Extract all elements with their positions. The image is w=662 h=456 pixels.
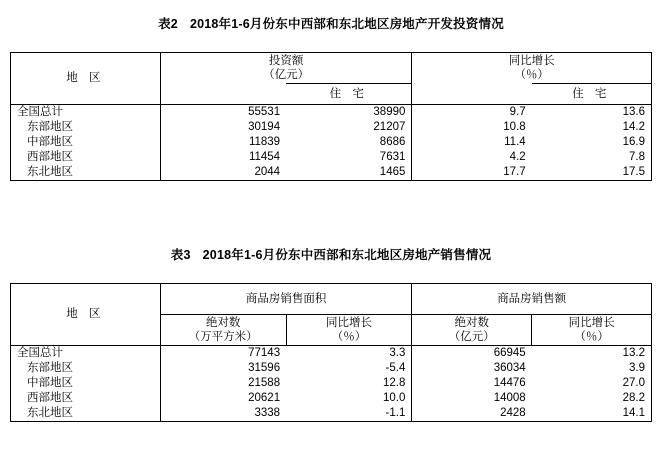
- table2-header-yoy-label: 同比增长: [508, 54, 555, 67]
- table3-row-area: 77143: [248, 347, 281, 359]
- table3: [10, 283, 652, 422]
- table2-row-yoy: 17.7: [412, 165, 532, 181]
- table2-header-invest: [160, 53, 412, 84]
- table2-container: [10, 52, 652, 181]
- table3-row-area-growth: 3.3: [286, 346, 412, 362]
- table2-title: [0, 14, 662, 32]
- table2-row-yoy-residential: 13.6: [532, 105, 652, 121]
- table2-row-yoy: 10.8: [503, 121, 526, 133]
- table3-header-area-growth: [286, 315, 412, 346]
- table3-row-label: 全国总计: [11, 346, 161, 362]
- table2-row-invest: 55531: [248, 106, 281, 118]
- table3-row-area-growth: 12.8: [286, 376, 412, 391]
- table3-title-number: 表3: [170, 248, 191, 262]
- table3-row-label: 东北地区: [11, 406, 161, 422]
- table3-header-area-abs-label: 绝对数: [205, 316, 241, 329]
- table3-row-area-growth: -5.4: [286, 361, 412, 376]
- table-row: [11, 391, 652, 406]
- table3-header-sales-area: 商品房销售面积: [160, 284, 412, 315]
- table3-row-area-growth: 10.0: [286, 391, 412, 406]
- table2-header-yoy-unit: （％）: [514, 69, 549, 81]
- table2-row-invest: 2044: [160, 165, 286, 181]
- table2-row-label: 西部地区: [11, 150, 161, 165]
- table2-row-invest: 11454: [248, 151, 281, 163]
- table2-row-invest-residential: 8686: [286, 135, 412, 150]
- table2-row-invest-residential: 7631: [286, 150, 412, 165]
- table2-row-label: 中部地区: [11, 135, 161, 150]
- table3-row-amount-growth: 27.0: [532, 376, 652, 391]
- table-row: [11, 406, 652, 422]
- table3-row-amount: 66945: [493, 347, 526, 359]
- table-row: [11, 150, 652, 165]
- table3-header-area-abs-unit: （万平方米）: [188, 331, 258, 343]
- table2-row-invest-residential: 1465: [286, 165, 412, 181]
- table2-header-yoy-residential: 住 宅: [532, 84, 652, 105]
- table3-row-label: 西部地区: [11, 391, 161, 406]
- table-row: [11, 346, 652, 362]
- table2-header-yoy-blank: [412, 84, 532, 105]
- table2-row-invest: 11839: [248, 136, 281, 148]
- table3-header-amount-abs: [412, 315, 532, 346]
- table3-row-amount-growth: 14.1: [532, 406, 652, 422]
- table3-header-amount-growth-unit: （％）: [574, 331, 609, 343]
- table2-header-invest-blank: [160, 84, 286, 105]
- table-row: [11, 120, 652, 135]
- table3-row-area: 20621: [248, 392, 281, 404]
- table2-row-yoy: 11.4: [504, 136, 526, 148]
- table2-row-invest-residential: 38990: [286, 105, 412, 121]
- table3-header-amount-abs-unit: （亿元）: [448, 331, 495, 343]
- table2-row-label: 全国总计: [11, 105, 161, 121]
- table3-header-area-growth-label: 同比增长: [325, 316, 372, 329]
- table3-row-amount: 14476: [493, 377, 526, 389]
- table2-row-yoy-residential: 14.2: [532, 120, 652, 135]
- table3-row-label: 中部地区: [11, 376, 161, 391]
- table2-row-invest: 30194: [248, 121, 281, 133]
- table-row: [11, 376, 652, 391]
- table-row: [11, 105, 652, 121]
- table3-row-amount-growth: 28.2: [532, 391, 652, 406]
- table2-title-number: 表2: [158, 17, 178, 31]
- table2-row-yoy-residential: 17.5: [532, 165, 652, 181]
- table3-row-label: 东部地区: [11, 361, 161, 376]
- table2-row-invest-residential: 21207: [286, 120, 412, 135]
- table3-row-area-growth: -1.1: [286, 406, 412, 422]
- table2-row-label: 东部地区: [11, 120, 161, 135]
- table3-header-region: 地 区: [11, 284, 161, 346]
- table2-header-row-1: [11, 53, 652, 84]
- table2-row-yoy-residential: 16.9: [532, 135, 652, 150]
- table3-header-area-growth-unit: （％）: [331, 331, 367, 343]
- table2-header-yoy: [412, 53, 652, 84]
- table3-row-amount: 14008: [493, 392, 526, 404]
- table3-row-area: 31596: [248, 362, 281, 374]
- table3-header-amount-abs-label: 绝对数: [454, 316, 490, 329]
- table3-row-area: 3338: [160, 406, 286, 422]
- table2-header-invest-label: 投资额: [268, 54, 304, 67]
- table2-row-yoy: 4.2: [509, 151, 526, 163]
- table3-container: [10, 283, 652, 422]
- table3-row-amount-growth: 13.2: [532, 346, 652, 362]
- table3-header-row-1: [11, 284, 652, 315]
- table-row: [11, 165, 652, 181]
- table2-row-yoy-residential: 7.8: [532, 150, 652, 165]
- table3-header-sales-amount: 商品房销售额: [412, 284, 652, 315]
- table3-row-amount: 2428: [412, 406, 532, 422]
- table2-row-label: 东北地区: [11, 165, 161, 181]
- table3-row-area: 21588: [248, 377, 281, 389]
- table2: [10, 52, 652, 181]
- table2-title-text: 2018年1-6月份东中西部和东北地区房地产开发投资情况: [189, 17, 504, 31]
- table3-header-area-abs: [160, 315, 286, 346]
- table3-title: [0, 245, 662, 263]
- table3-row-amount-growth: 3.9: [532, 361, 652, 376]
- table3-header-amount-growth-label: 同比增长: [568, 316, 615, 329]
- table2-header-invest-unit: （亿元）: [263, 69, 310, 81]
- table-row: [11, 361, 652, 376]
- table3-title-text: 2018年1-6月份东中西部和东北地区房地产销售情况: [202, 248, 492, 262]
- table-row: [11, 135, 652, 150]
- table2-row-yoy: 9.7: [509, 106, 526, 118]
- table2-header-invest-residential: 住 宅: [286, 84, 412, 105]
- table3-row-amount: 36034: [493, 362, 526, 374]
- table2-header-region: 地 区: [11, 53, 161, 105]
- table3-header-amount-growth: [532, 315, 652, 346]
